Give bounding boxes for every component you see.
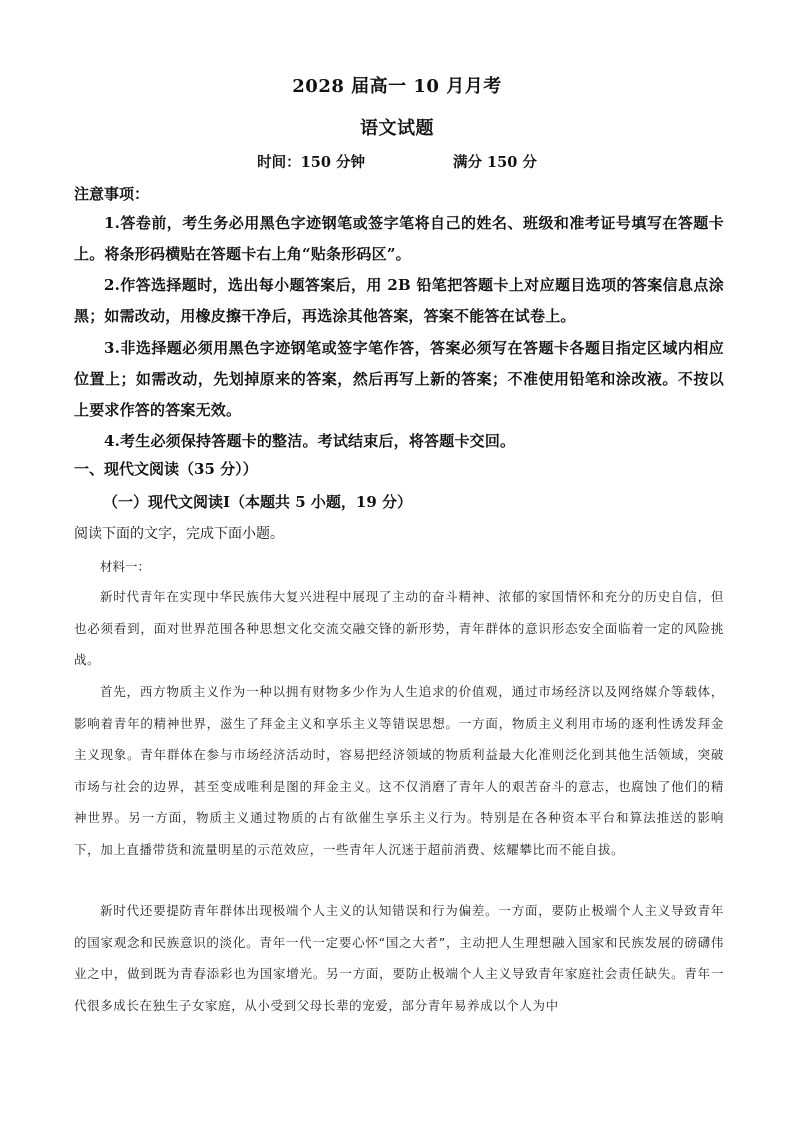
note-item-2: 2.作答选择题时，选出每小题答案后，用 2B 铅笔把答题卡上对应题目选项的答案信息点涂黑；如需改动，用橡皮擦干净后，再选涂其他答案，答案不能答在试卷上。 <box>74 276 724 325</box>
note-item-4: 4.考生必须保持答题卡的整洁。考试结束后，将答题卡交回。 <box>104 432 516 450</box>
subject-title: 语文试题 <box>360 118 434 139</box>
reading-instruction: 阅读下面的文字，完成下面小题。 <box>74 526 284 542</box>
material-paragraph-3: 新时代还要提防青年群体出现极端个人主义的认知错误和行为偏差。一方面，要防止极端个人主义导致青年的国家观念和民族意识的淡化。青年一代一定要心怀“国之大者”，主动把人生理想融入国家和民族发展的磅礴伟业之中，做到既为青春添彩也为国家增光。另一方面，要防止极端个人主义导致青年家庭社会责任缺失。青年一代很多成长在独生子女家庭，从小受到父母长辈的宠爱，部分青年易养成以个人为中 <box>74 903 724 1013</box>
material-paragraph-1: 新时代青年在实现中华民族伟大复兴进程中展现了主动的奋斗精神、浓郁的家国情怀和充分的历史自信，但也必须看到，面对世界范围各种思想文化交流交融交锋的新形势，青年群体的意识形态安全面临着一定的风险挑战。 <box>74 589 724 667</box>
material-label: 材料一： <box>100 559 151 574</box>
notes-heading: 注意事项： <box>74 185 150 203</box>
exam-time: 时间：150 分钟 <box>257 154 365 171</box>
exam-title: 2028 届高一 10 月月考 <box>292 76 502 97</box>
section-heading: 一、现代文阅读（35 分）） <box>74 460 258 478</box>
material-paragraph-2: 首先，西方物质主义作为一种以拥有财物多少作为人生追求的价值观，通过市场经济以及网络媒介等载体，影响着青年的精神世界，滋生了拜金主义和享乐主义等错误思想。一方面，物质主义利用市场的逐利性诱发拜金主义现象。青年群体在参与市场经济活动时，容易把经济领域的物质利益最大化准则泛化到其他生活领域，突破市场与社会的边界，甚至变成唯利是图的拜金主义。这不仅消磨了青年人的艰苦奋斗的意志，也腐蚀了他们的精神世界。另一方面，物质主义通过物质的占有欲催生享乐主义行为。特别是在各种资本平台和算法推送的影响下，加上直播带货和流量明星的示范效应，一些青年人沉迷于超前消费、炫耀攀比而不能自拔。 <box>74 684 724 857</box>
note-item-3: 3.非选择题必须用黑色字迹钢笔或签字笔作答，答案必须写在答题卡各题目指定区域内相应位置上；如需改动，先划掉原来的答案，然后再写上新的答案；不准使用铅笔和涂改液。不按以上要求作答的答案无效。 <box>74 339 724 419</box>
note-item-1: 1.答卷前，考生务必用黑色字迹钢笔或签字笔将自己的姓名、班级和准考证号填写在答题卡上。将条形码横贴在答题卡右上角“贴条形码区”。 <box>74 214 724 263</box>
exam-meta <box>0 151 794 172</box>
subsection-heading: （一）现代文阅读Ⅰ（本题共 5 小题，19 分） <box>103 493 412 511</box>
exam-score: 满分 150 分 <box>452 154 537 171</box>
